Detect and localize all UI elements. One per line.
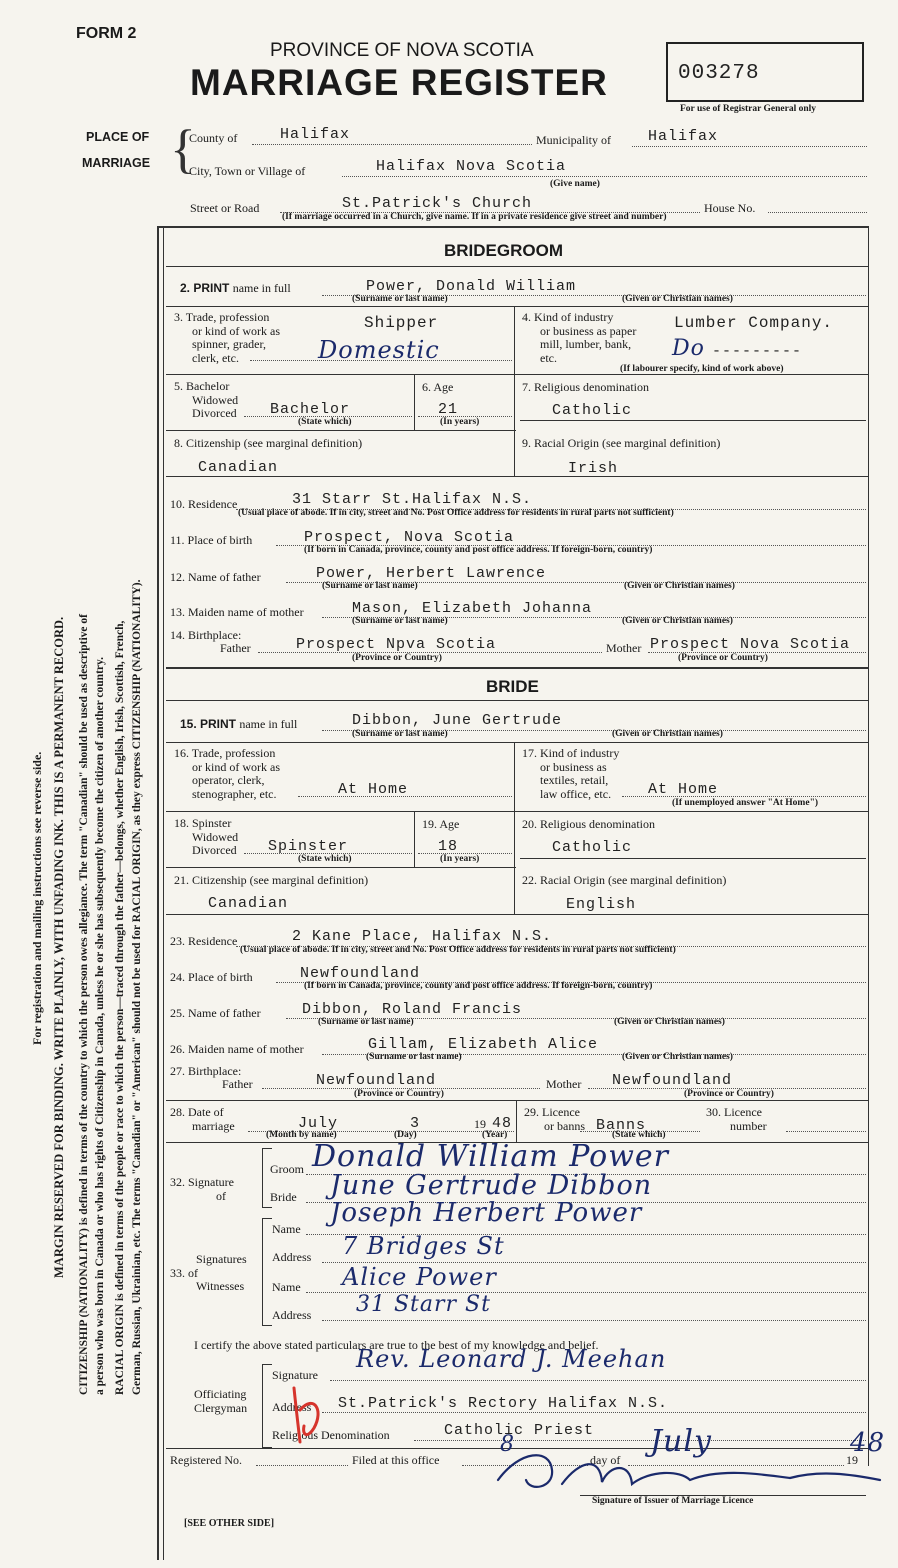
bride-citizenship-label: 21. Citizenship (see marginal definition) (174, 873, 369, 887)
bride-trade-value: At Home (338, 781, 409, 798)
residence-note: (Usual place of abode. If in city, street and No. Post Office address for residents in rural parts not sufficient) (238, 508, 674, 518)
bride-parents-birthplace-label: 27. Birthplace: (170, 1064, 242, 1078)
county-label: County of (189, 131, 238, 145)
groom-citizenship-label: 8. Citizenship (see marginal definition) (174, 436, 363, 450)
denomination-value: Catholic Priest (444, 1422, 595, 1439)
licence-label: 29. Licence or banns (524, 1105, 585, 1133)
groom-status-value: Bachelor (270, 401, 351, 418)
groom-residence-label: 10. Residence (170, 497, 238, 511)
filed-month: July (650, 1424, 712, 1459)
county-value: Halifax (280, 126, 351, 143)
bride-residence-value: 2 Kane Place, Halifax N.S. (292, 928, 553, 945)
house-label: House No. (704, 201, 756, 215)
bride-sig-label: Bride (270, 1190, 297, 1204)
groom-age-label: 6. Age (422, 380, 454, 394)
red-check-mark (284, 1380, 330, 1446)
groom-father-birthplace-value: Prospect Npva Scotia (296, 636, 497, 653)
groom-mother-label: 13. Maiden name of mother (170, 605, 304, 619)
filed-label: Filed at this office (352, 1453, 440, 1467)
day-note: (Day) (394, 1130, 417, 1140)
bride-age-value: 18 (438, 838, 459, 855)
clergy-label: Officiating Clergyman (194, 1387, 248, 1415)
clergy-sig-label: Signature (272, 1368, 318, 1382)
registrar-note: For use of Registrar General only (680, 104, 817, 114)
page-title: MARRIAGE REGISTER (190, 62, 608, 103)
register-number-box (666, 42, 864, 102)
surname-note: (Surname or last name) (352, 294, 448, 304)
registered-no-label: Registered No. (170, 1453, 242, 1467)
year-note: (Year) (482, 1130, 508, 1140)
bride-mother-label: 26. Maiden name of mother (170, 1042, 304, 1056)
groom-mother-value: Mason, Elizabeth Johanna (352, 600, 593, 617)
groom-racial-label: 9. Racial Origin (see marginal definition) (522, 436, 721, 450)
register-number: 003278 (678, 62, 760, 85)
signature-label: 32. Signature of (170, 1175, 234, 1203)
margin-text-citizenship-1: CITIZENSHIP (NATIONALITY) is defined in terms of the country to which the person owes allegiance. The term "Canadian" should be used as descriptive of (78, 614, 90, 1395)
marriage-month-value: July (298, 1115, 339, 1132)
marriage-year-prefix: 19 (474, 1117, 486, 1131)
province-note: (Province or Country) (352, 653, 442, 663)
issuer-label: Signature of Issuer of Marriage Licence (592, 1496, 754, 1506)
bride-birthplace-label: 24. Place of birth (170, 970, 253, 984)
groom-trade-label: 3. Trade, profession or kind of work as spinner, grader, clerk, etc. (174, 310, 280, 365)
bride-industry-label: 17. Kind of industry or business as textiles, retail, law office, etc. (522, 746, 620, 801)
bride-racial-value: English (566, 896, 637, 913)
witnesses-label: Signatures 33. of Witnesses (170, 1252, 247, 1293)
licence-value: Banns (596, 1117, 647, 1134)
month-note: (Month by name) (266, 1130, 337, 1140)
province-title: PROVINCE OF NOVA SCOTIA (270, 40, 534, 61)
witness1-name: Joseph Herbert Power (330, 1198, 643, 1228)
margin-text-racial-2: German, Russian, Ukrainian, etc. The terms "Canadian" or "American" should not be used for RACIAL ORIGIN, as they express CITIZENSHIP (NATIONALITY). (131, 579, 143, 1395)
groom-signature: Donald William Power (312, 1139, 670, 1174)
street-value: St.Patrick's Church (342, 195, 533, 212)
unemployed-note: (If unemployed answer "At Home") (672, 798, 819, 808)
groom-parents-birthplace-label: 14. Birthplace: (170, 628, 242, 642)
margin-text-citizenship-2: a person who was born in Canada or who has rights of Citizenship in Canada, unless he or she has subsequently become the citizen of another country. (94, 656, 106, 1395)
bride-title: BRIDE (486, 677, 539, 696)
groom-father-label: 12. Name of father (170, 570, 261, 584)
bride-signature: June Gertrude Dibbon (330, 1170, 653, 1201)
licence-number-label: 30. Licence number (706, 1105, 767, 1133)
bride-status-value: Spinster (268, 838, 349, 855)
margin-text-racial-1: RACIAL ORIGIN is defined in terms of the people or race to which the person—traced through the father—belongs, whether English, Irish, Scottish, French, (114, 620, 126, 1395)
denomination-label: Religious Denomination (272, 1428, 390, 1442)
groom-industry-value: Lumber Company. (674, 314, 834, 332)
bride-birthplace-value: Newfoundland (300, 965, 421, 982)
issuer-signature (490, 1440, 890, 1496)
bride-industry-value: At Home (648, 781, 719, 798)
bride-name-label: 15. PRINT name in full (180, 717, 298, 731)
place-brace: { (170, 119, 196, 179)
groom-industry-handwritten: Do (672, 336, 705, 361)
clergy-signature: Rev. Leonard J. Meehan (356, 1345, 667, 1373)
witness2-name: Alice Power (342, 1263, 497, 1291)
groom-industry-label: 4. Kind of industry or business as paper mill, lumber, bank, etc. (522, 310, 637, 365)
marriage-year-value: 48 (492, 1115, 513, 1132)
municipality-label: Municipality of (536, 133, 611, 147)
bride-age-label: 19. Age (422, 817, 460, 831)
bride-citizenship-value: Canadian (208, 895, 289, 912)
witness2-name-label: Name (272, 1280, 301, 1294)
city-label: City, Town or Village of (189, 164, 306, 178)
filed-year: 48 (850, 1428, 886, 1458)
groom-birthplace-label: 11. Place of birth (170, 533, 253, 547)
groom-trade-handwritten: Domestic (318, 336, 440, 364)
birth-note: (If born in Canada, province, county and post office address. If foreign-born, country) (304, 545, 653, 555)
groom-citizenship-value: Canadian (198, 459, 279, 476)
bride-racial-label: 22. Racial Origin (see marginal definition) (522, 873, 727, 887)
labourer-note: (If labourer specify, kind of work above) (620, 364, 784, 374)
see-other-side: [SEE OTHER SIDE] (184, 1518, 275, 1529)
filed-day: 8 (500, 1432, 515, 1457)
certify-statement: I certify the above stated particulars are true to the best of my knowledge and belief. (194, 1338, 599, 1352)
bride-trade-label: 16. Trade, profession or kind of work as operator, clerk, stenographer, etc. (174, 746, 280, 801)
witness1-name-label: Name (272, 1222, 301, 1236)
street-note: (If marriage occurred in a Church, give name. If in a private residence give street and number) (282, 212, 667, 222)
margin-text-instructions: For registration and mailing instructions see reverse side. (30, 751, 44, 1045)
mother-birthplace-label: Mother (606, 641, 642, 655)
filed-year-prefix: 19 (846, 1453, 858, 1467)
father-birthplace-label: Father (220, 641, 251, 655)
margin-text-binding: MARGIN RESERVED FOR BINDING. WRITE PLAINLY, WITH UNFADING INK. THIS IS A PERMANENT RECORD. (52, 616, 66, 1278)
groom-father-value: Power, Herbert Lawrence (316, 565, 547, 582)
witness1-address-label: Address (272, 1250, 312, 1264)
place-label-2: MARRIAGE (82, 156, 151, 170)
bridegroom-title: BRIDEGROOM (444, 241, 563, 260)
clergy-address-label: Address (272, 1400, 312, 1414)
bride-father-value: Dibbon, Roland Francis (302, 1001, 523, 1018)
bride-religion-label: 20. Religious denomination (522, 817, 655, 831)
witness2-address-label: Address (272, 1308, 312, 1322)
form-number: FORM 2 (76, 25, 137, 42)
day-of-label: day of (590, 1453, 621, 1467)
witness2-address: 31 Starr St (356, 1292, 491, 1317)
marriage-date-label: 28. Date of marriage (170, 1105, 235, 1133)
marriage-day-value: 3 (410, 1115, 421, 1132)
place-label-1: PLACE OF (86, 130, 150, 144)
in-years-note: (In years) (440, 417, 480, 427)
municipality-value: Halifax (648, 128, 719, 145)
bride-mother-value: Gillam, Elizabeth Alice (368, 1036, 599, 1053)
state-which-note: (State which) (298, 417, 352, 427)
given-note: (Given or Christian names) (622, 294, 733, 304)
witness1-address: 7 Bridges St (342, 1232, 505, 1260)
bride-status-label: 18. Spinster Widowed Divorced (174, 816, 239, 857)
street-label: Street or Road (190, 201, 260, 215)
groom-name-value: Power, Donald William (366, 278, 577, 295)
give-name-note: (Give name) (550, 179, 600, 189)
bride-residence-label: 23. Residence (170, 934, 238, 948)
groom-sig-label: Groom (270, 1162, 304, 1176)
groom-name-label: 2. PRINT name in full (180, 281, 291, 295)
clergy-address-value: St.Patrick's Rectory Halifax N.S. (338, 1395, 669, 1412)
groom-age-value: 21 (438, 401, 459, 418)
groom-racial-value: Irish (568, 460, 619, 477)
groom-birthplace-value: Prospect, Nova Scotia (304, 529, 515, 546)
city-value: Halifax Nova Scotia (376, 158, 567, 175)
bride-religion-value: Catholic (552, 839, 633, 856)
bride-name-value: Dibbon, June Gertrude (352, 712, 563, 729)
groom-mother-birthplace-value: Prospect Nova Scotia (650, 636, 851, 653)
bride-father-label: 25. Name of father (170, 1006, 261, 1020)
groom-status-label: 5. Bachelor Widowed Divorced (174, 379, 239, 420)
groom-religion-label: 7. Religious denomination (522, 380, 649, 394)
groom-religion-value: Catholic (552, 402, 633, 419)
bride-father-birthplace-value: Newfoundland (316, 1072, 437, 1089)
bride-mother-birthplace-value: Newfoundland (612, 1072, 733, 1089)
groom-residence-value: 31 Starr St.Halifax N.S. (292, 491, 533, 508)
groom-trade-value: Shipper (364, 314, 439, 332)
